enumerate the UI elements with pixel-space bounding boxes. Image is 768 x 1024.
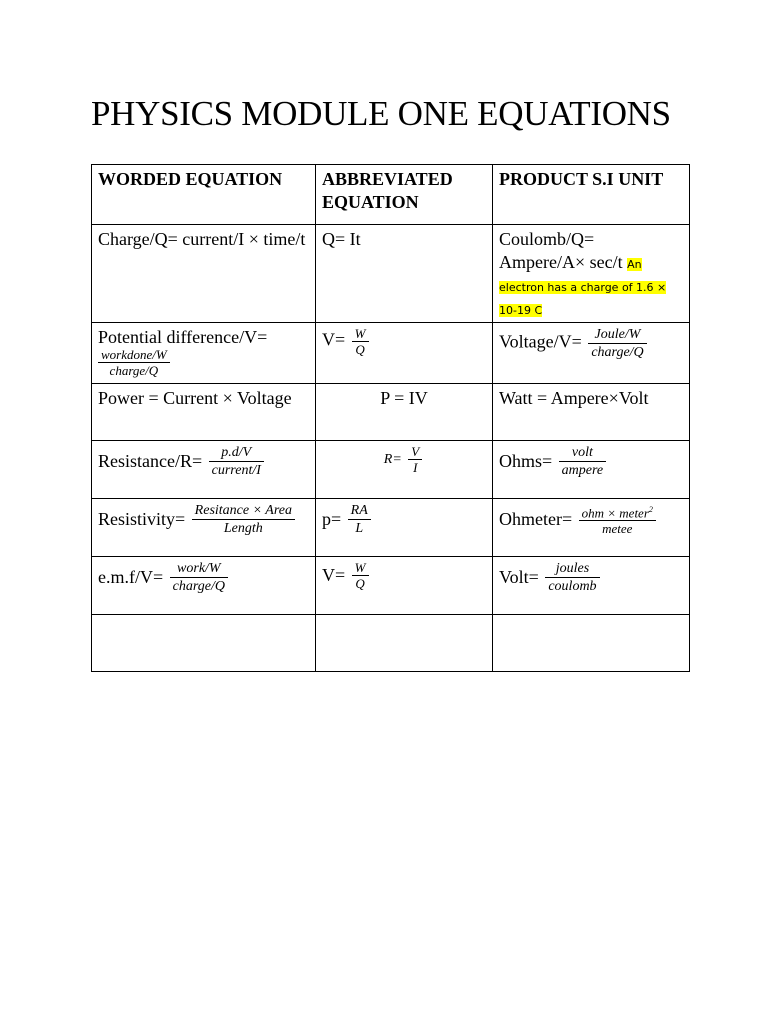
charge-unit-cell bbox=[493, 225, 690, 323]
emf-abbr-fraction bbox=[352, 560, 369, 591]
fraction-numerator bbox=[579, 502, 656, 521]
potential-unit-label: Voltage/V= bbox=[499, 331, 582, 352]
potential-unit-cell bbox=[493, 323, 690, 384]
table-row-empty bbox=[92, 615, 690, 672]
fraction-numerator: volt bbox=[559, 444, 606, 462]
electron-charge-note: An electron has a charge of 1.6 × 10-19 C bbox=[499, 258, 667, 317]
emf-unit-label: Volt= bbox=[499, 567, 539, 587]
resistance-abbreviated-cell bbox=[316, 441, 493, 499]
potential-worded-cell bbox=[92, 323, 316, 384]
fraction-numerator: RA bbox=[348, 502, 371, 520]
table-row-resistivity bbox=[92, 499, 690, 557]
fraction-denominator: charge/Q bbox=[591, 345, 644, 360]
fraction-numerator: joules bbox=[545, 560, 599, 578]
power-abbreviated: P = IV bbox=[316, 384, 493, 441]
resistance-abbr-label: R= bbox=[383, 452, 402, 467]
emf-worded-label: e.m.f/V= bbox=[98, 567, 164, 587]
resistivity-unit-label: Ohmeter= bbox=[499, 508, 573, 529]
emf-worded-fraction bbox=[170, 560, 228, 595]
resistivity-worded-cell bbox=[92, 499, 316, 557]
header-abbreviated-equation: ABBREVIATED EQUATION bbox=[316, 165, 493, 225]
fraction-numerator: W bbox=[352, 560, 369, 576]
fraction-numerator: p.d/V bbox=[209, 444, 264, 462]
resistance-unit-fraction bbox=[559, 444, 606, 479]
page-title: PHYSICS MODULE ONE EQUATIONS bbox=[91, 94, 671, 133]
fraction-denominator: coulomb bbox=[548, 579, 597, 594]
empty-cell bbox=[92, 615, 316, 672]
resistance-worded-fraction bbox=[209, 444, 264, 479]
emf-unit-cell bbox=[493, 557, 690, 615]
fraction-denominator: L bbox=[355, 521, 364, 536]
fraction-numerator: W bbox=[352, 326, 369, 342]
power-worded: Power = Current × Voltage bbox=[92, 384, 316, 441]
potential-abbreviated-cell bbox=[316, 323, 493, 384]
resistivity-unit-cell bbox=[493, 499, 690, 557]
potential-worded-fraction bbox=[98, 347, 170, 378]
charge-unit: Coulomb/Q= Ampere/A× sec/t bbox=[499, 229, 623, 272]
table-row-charge bbox=[92, 225, 690, 323]
fraction-denominator: current/I bbox=[211, 463, 261, 478]
fraction-denominator: charge/Q bbox=[109, 363, 159, 378]
resistance-worded-cell bbox=[92, 441, 316, 499]
table-header-row bbox=[92, 165, 690, 225]
numerator-text: ohm × meter bbox=[581, 505, 649, 521]
emf-abbr-label: V= bbox=[322, 565, 346, 585]
charge-abbreviated: Q= It bbox=[316, 225, 493, 323]
resistivity-unit-fraction bbox=[579, 502, 656, 536]
power-unit: Watt = Ampere×Volt bbox=[493, 384, 690, 441]
resistivity-abbreviated-cell bbox=[316, 499, 493, 557]
fraction-numerator: V bbox=[408, 444, 422, 460]
resistivity-abbr-label: p= bbox=[322, 509, 342, 529]
header-product-si-unit: PRODUCT S.I UNIT bbox=[493, 165, 690, 225]
header-worded-equation: WORDED EQUATION bbox=[92, 165, 316, 225]
fraction-denominator: Q bbox=[355, 576, 365, 591]
emf-abbreviated-cell bbox=[316, 557, 493, 615]
fraction-denominator: ampere bbox=[561, 463, 604, 478]
resistance-abbr-fraction bbox=[408, 444, 422, 475]
charge-worded: Charge/Q= current/I × time/t bbox=[92, 225, 316, 323]
emf-worded-cell bbox=[92, 557, 316, 615]
fraction-numerator: workdone/W bbox=[98, 347, 170, 363]
resistance-unit-label: Ohms= bbox=[499, 451, 553, 471]
resistivity-worded-fraction bbox=[192, 502, 295, 537]
table-row-resistance bbox=[92, 441, 690, 499]
fraction-numerator: Resitance × Area bbox=[192, 502, 295, 520]
equations-table bbox=[91, 164, 690, 672]
potential-abbr-label: V= bbox=[322, 329, 346, 350]
potential-worded-label: Potential difference/V= bbox=[98, 327, 268, 347]
table-row-emf bbox=[92, 557, 690, 615]
fraction-denominator: I bbox=[413, 460, 418, 475]
potential-abbr-fraction bbox=[352, 326, 369, 357]
fraction-numerator: work/W bbox=[170, 560, 228, 578]
resistance-worded-label: Resistance/R= bbox=[98, 451, 203, 471]
resistance-unit-cell bbox=[493, 441, 690, 499]
fraction-denominator: Length bbox=[223, 521, 263, 536]
fraction-denominator: metee bbox=[602, 521, 633, 537]
empty-cell bbox=[493, 615, 690, 672]
table-row-power bbox=[92, 384, 690, 441]
empty-cell bbox=[316, 615, 493, 672]
resistivity-abbr-fraction bbox=[348, 502, 371, 537]
fraction-denominator: charge/Q bbox=[172, 579, 225, 594]
exponent: 2 bbox=[648, 505, 653, 514]
fraction-denominator: Q bbox=[355, 342, 365, 357]
resistivity-worded-label: Resistivity= bbox=[98, 509, 186, 529]
emf-unit-fraction bbox=[545, 560, 599, 595]
table-row-potential-difference bbox=[92, 323, 690, 384]
fraction-numerator: Joule/W bbox=[588, 326, 646, 344]
potential-unit-fraction bbox=[588, 326, 646, 361]
